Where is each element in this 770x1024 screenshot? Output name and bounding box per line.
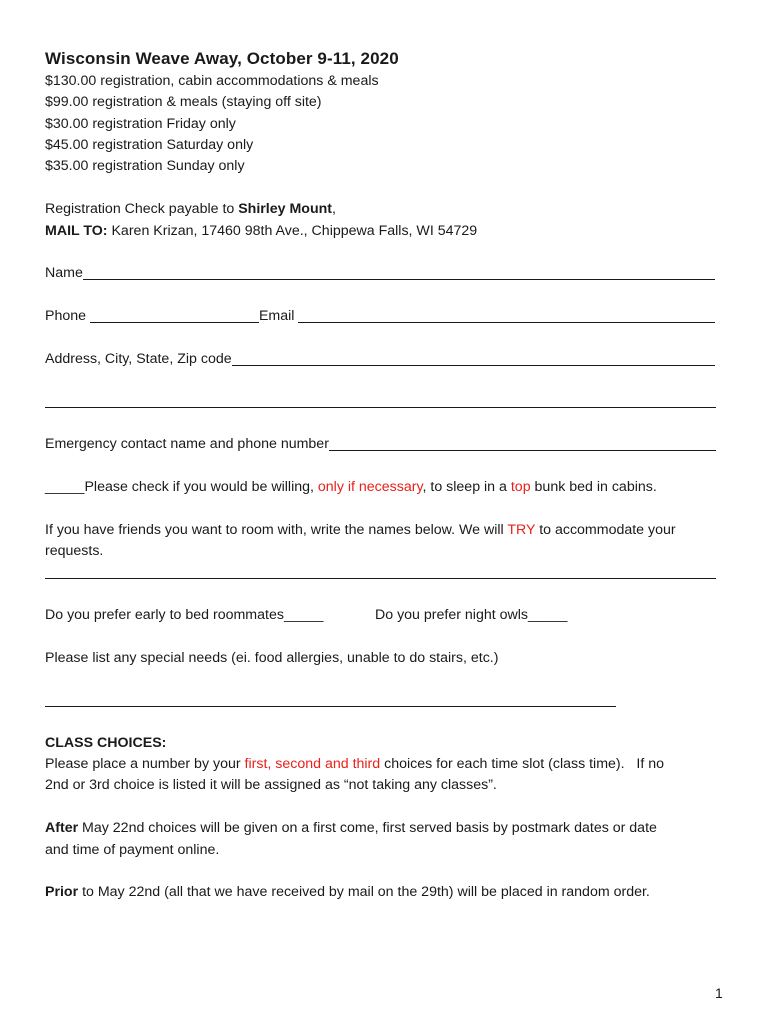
friends-text: If you have friends you want to room with, write the names below. We will TRY to accommodate your bbox=[45, 522, 676, 538]
emergency-contact-label: Emergency contact name and phone number bbox=[45, 436, 329, 452]
first-second-third-text: first, second and third bbox=[244, 756, 381, 772]
roommates-input-line[interactable] bbox=[45, 578, 716, 579]
class-instructions-line: Please place a number by your first, second and third choices for each time slot (class time). If no bbox=[45, 756, 665, 772]
mail-to-label: MAIL TO: bbox=[45, 223, 108, 239]
phone-label: Phone bbox=[45, 308, 90, 324]
address-input-line[interactable] bbox=[232, 351, 715, 366]
top-bunk-blank[interactable]: _____ bbox=[45, 479, 85, 495]
emergency-contact-field bbox=[45, 436, 716, 453]
night-owls-field bbox=[375, 607, 567, 624]
price-line: $99.00 registration & meals (staying off site) bbox=[45, 94, 322, 110]
name-label: Name bbox=[45, 265, 83, 281]
email-input-line[interactable] bbox=[298, 308, 715, 323]
mail-address: Karen Krizan, 17460 98th Ave., Chippewa Falls, WI 54729 bbox=[107, 223, 478, 239]
night-owls-blank[interactable]: _____ bbox=[528, 607, 568, 623]
top-text: top bbox=[510, 479, 531, 495]
special-needs-label: Please list any special needs (ei. food allergies, unable to do stairs, etc.) bbox=[45, 650, 499, 666]
payable-line: Registration Check payable to Shirley Mount, bbox=[45, 201, 336, 217]
special-needs-input-line[interactable] bbox=[45, 706, 616, 707]
prior-deadline-text: Prior to May 22nd (all that we have received by mail on the 29th) will be placed in random order. bbox=[45, 884, 650, 900]
email-label: Email bbox=[258, 308, 299, 324]
mail-to-line bbox=[45, 223, 477, 240]
class-choices-heading: CLASS CHOICES: bbox=[45, 735, 167, 751]
phone-email-field bbox=[45, 308, 715, 325]
after-deadline-text: After May 22nd choices will be given on a first come, first served basis by postmark dates or date bbox=[45, 820, 657, 836]
price-line: $35.00 registration Sunday only bbox=[45, 158, 245, 174]
price-line: $30.00 registration Friday only bbox=[45, 116, 236, 132]
name-input-line[interactable] bbox=[83, 265, 715, 280]
early-to-bed-field bbox=[45, 607, 323, 624]
name-field bbox=[45, 265, 715, 282]
after-deadline-text-continued: and time of payment online. bbox=[45, 842, 220, 858]
page-title: Wisconsin Weave Away, October 9-11, 2020 bbox=[45, 49, 399, 68]
price-line: $45.00 registration Saturday only bbox=[45, 137, 254, 153]
class-instructions-line: 2nd or 3rd choice is listed it will be assigned as “not taking any classes”. bbox=[45, 777, 497, 793]
early-to-bed-blank[interactable]: _____ bbox=[283, 607, 324, 623]
address-extra-line[interactable] bbox=[45, 407, 716, 408]
night-owls-label: Do you prefer night owls bbox=[375, 607, 528, 623]
only-if-necessary-text: only if necessary bbox=[317, 479, 423, 495]
payee-name: Shirley Mount bbox=[238, 201, 333, 217]
emergency-contact-input-line[interactable] bbox=[329, 436, 716, 451]
friends-text-continued: requests. bbox=[45, 543, 104, 559]
address-label: Address, City, State, Zip code bbox=[45, 351, 232, 367]
early-to-bed-label: Do you prefer early to bed roommates bbox=[45, 607, 284, 623]
page-number: 1 bbox=[715, 985, 723, 1001]
top-bunk-checkbox-line: _____Please check if you would be willing, only if necessary, to sleep in a top bunk bed in cabins. bbox=[45, 479, 657, 495]
address-field bbox=[45, 351, 715, 368]
phone-input-line[interactable] bbox=[90, 308, 259, 323]
try-text: TRY bbox=[507, 522, 536, 538]
price-line: $130.00 registration, cabin accommodations & meals bbox=[45, 73, 379, 89]
